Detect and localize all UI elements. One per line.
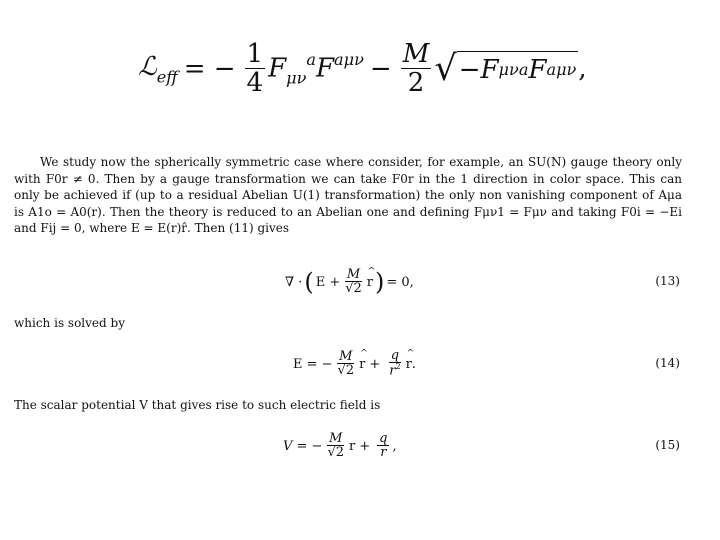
- equation-15: V = − $\frac{M}{√2}$ r + $\frac{q}{r}$ ,: [283, 430, 397, 461]
- text-scalar-potential: The scalar potential V that gives rise to such electric field is: [14, 398, 381, 412]
- body-paragraph: We study now the spherically symmetric case where consider, for example, an SU(N) gauge theory only with F0r ≠ 0. Then by a gauge transformation we can take F0r in the 1 direction in color space. This can only be achieved if (up to a residual Abelian U(1) transformation) the only non vanishing component of Aμa is A1o = A0(r). Then the theory is reduced to an Abelian one and defining Fμν1 = Fμν and taking F0i = −Ei and Fij = 0, where E = E(r)r̂. Then (11) gives: [14, 155, 682, 235]
- text-solved-by: which is solved by: [14, 316, 125, 330]
- main-equation: ℒ$_{eff}$ = − $\frac{1}{4}$ $F_{\mu\nu}^aF^{a\mu\nu}$ − $\frac{M}{2}$ √ − F μν a F aμν ,: [138, 38, 587, 98]
- fraction-one-quarter: $\frac{1}{4}$: [246, 38, 264, 98]
- equation-13: ∇ · ( E + $\frac{M}{√2}$ r ^ ) = 0,: [285, 262, 414, 302]
- equation-14: E = − $\frac{M}{√2}$ r ^ + $\frac{q}{r^2}$ r ^ .: [293, 344, 416, 384]
- equation-number-13: (13): [655, 274, 680, 288]
- equation-number-14: (14): [655, 356, 680, 370]
- fraction-m-over-2: $\frac{M}{2}$: [402, 38, 430, 98]
- equation-number-15: (15): [655, 438, 680, 452]
- square-root: √ − F μν a F aμν: [434, 48, 577, 90]
- lagrangian-symbol: ℒ$_{eff}$: [138, 51, 178, 87]
